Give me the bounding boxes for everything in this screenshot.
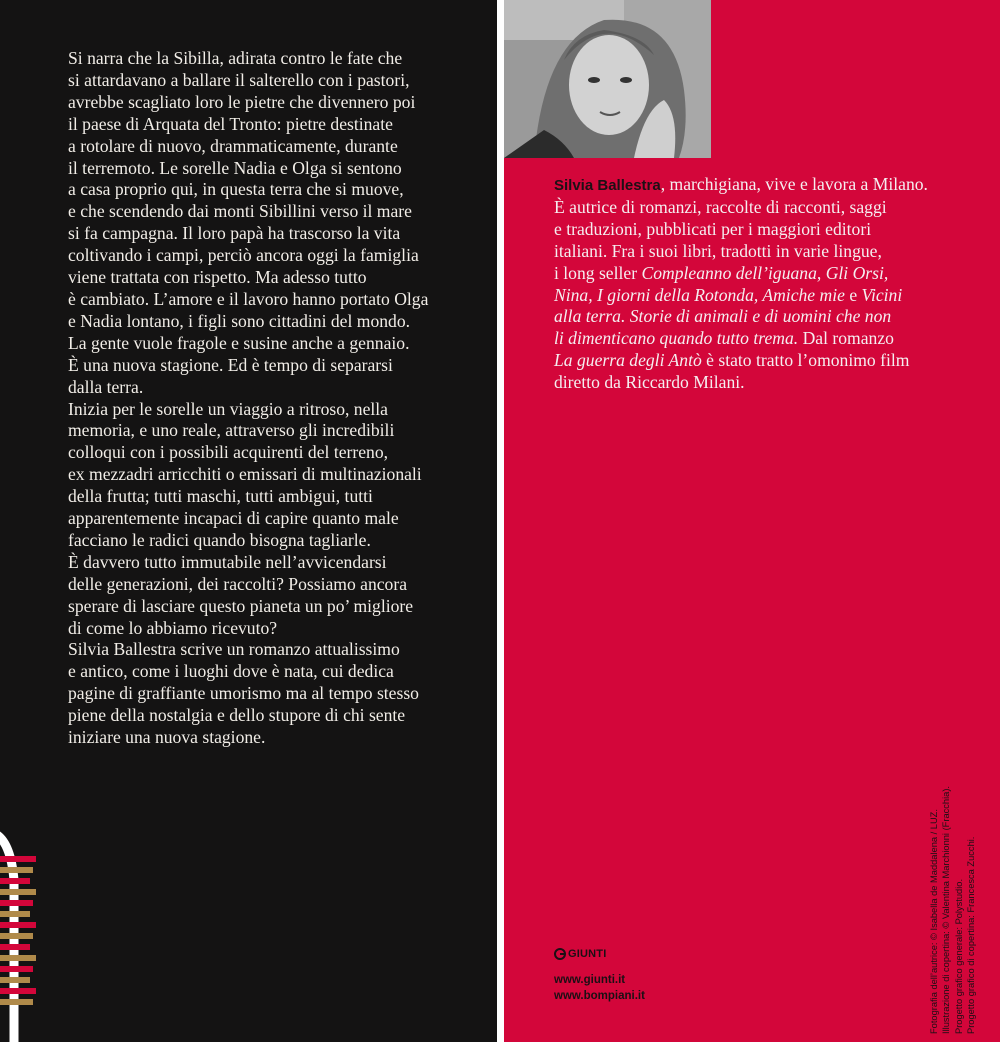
author-name: Silvia Ballestra — [554, 177, 661, 194]
motif-bar — [0, 889, 36, 895]
synopsis-line: apparentemente incapaci di capire quanto male — [68, 508, 399, 529]
publisher-websites — [554, 972, 645, 1004]
credit-line: Illustrazione di copertina: © Valentina Marchionni (Fracchia). — [941, 786, 952, 1034]
synopsis-line: sperare di lasciare questo pianeta un po’ migliore — [68, 595, 414, 616]
synopsis-line: a rotolare di nuovo, drammaticamente, durante — [68, 135, 398, 156]
motif-bar — [0, 944, 30, 950]
synopsis-line: a casa proprio qui, in questa terra che si muove, — [68, 179, 404, 200]
credits-block — [928, 784, 980, 1034]
motif-bar — [0, 988, 36, 994]
synopsis-line: è cambiato. L’amore e il lavoro hanno portato Olga — [68, 288, 429, 309]
motif-bar — [0, 911, 30, 917]
synopsis-text — [68, 48, 488, 749]
synopsis-line: Inizia per le sorelle un viaggio a ritroso, nella — [68, 398, 388, 419]
synopsis-line: di come lo abbiamo ricevuto? — [68, 617, 278, 638]
website-link: www.giunti.it — [554, 974, 626, 986]
synopsis-line: il terremoto. Le sorelle Nadia e Olga si sentono — [68, 157, 402, 178]
back-flap-right — [504, 0, 1000, 1042]
synopsis-line: della frutta; tutti maschi, tutti ambigui, tutti — [68, 486, 373, 507]
motif-bar — [0, 900, 33, 906]
synopsis-line: il paese di Arquata del Tronto: pietre destinate — [68, 113, 393, 134]
credit-line: Progetto grafico di copertina: Francesca Zucchi. — [966, 836, 977, 1034]
synopsis-line: ex mezzadri arricchiti o emissari di multinazionali — [68, 464, 422, 485]
author-photo — [504, 0, 711, 158]
synopsis-line: e antico, come i luoghi dove è nata, cui dedica — [68, 661, 394, 682]
motif-bar — [0, 933, 33, 939]
motif-bar — [0, 977, 30, 983]
synopsis-line: Si narra che la Sibilla, adirata contro le fate che — [68, 48, 403, 68]
motif-bar — [0, 878, 30, 884]
author-bio: Silvia Ballestra, marchigiana, vive e lavora a Milano. È autrice di romanzi, raccolte di racconti, saggi e traduzioni, pubblicati per i maggiori editori italiani. Fra i suoi libri, tradotti in varie lingue, i long seller Compleanno dell’iguana, Gli Orsi, Nina, I giorni della Rotonda, Amiche mie e Vicini alla terra. Storie di animali e di uomini che non li dimenticano quando tutto trema. Dal romanzo La guerra degli Antò è stato tratto l’omonimo film diretto da Riccardo Milani. — [554, 174, 928, 393]
synopsis-line: si fa campagna. Il loro papà ha trascorso la vita — [68, 223, 401, 244]
motif-bar — [0, 999, 33, 1005]
synopsis-line: delle generazioni, dei raccolti? Possiamo ancora — [68, 573, 408, 594]
synopsis-line: pagine di graffiante umorismo ma al tempo stesso — [68, 683, 419, 704]
motif-bar — [0, 856, 36, 862]
synopsis-line: viene trattata con rispetto. Ma adesso tutto — [68, 267, 367, 288]
motif-bar — [0, 966, 33, 972]
cover-art-motif — [0, 820, 60, 1042]
synopsis-line: dalla terra. — [68, 376, 144, 397]
synopsis-line: e che scendendo dai monti Sibillini verso il mare — [68, 201, 412, 222]
synopsis-line: iniziare una nuova stagione. — [68, 727, 266, 748]
website-link: www.bompiani.it — [554, 990, 645, 1002]
flap-fold — [497, 0, 504, 1042]
synopsis-line: avrebbe scagliato loro le pietre che divennero poi — [68, 91, 416, 112]
synopsis-line: Silvia Ballestra scrive un romanzo attualissimo — [68, 639, 400, 660]
synopsis-line: È davvero tutto immutabile nell’avvicendarsi — [68, 551, 387, 572]
motif-bar — [0, 955, 36, 961]
giunti-logo-icon — [554, 948, 566, 960]
synopsis-line: memoria, e uno reale, attraverso gli incredibili — [68, 420, 395, 441]
back-flap-left — [0, 0, 497, 1042]
synopsis-line: coltivando i campi, perciò ancora oggi la famiglia — [68, 245, 419, 266]
motif-bar — [0, 867, 33, 873]
credit-line: Fotografia dell’autrice: © Isabella de Maddalena / LUZ. — [929, 809, 939, 1034]
synopsis-line: È una nuova stagione. Ed è tempo di separarsi — [68, 354, 393, 375]
synopsis-line: e Nadia lontano, i figli sono cittadini del mondo. — [68, 310, 411, 331]
synopsis-line: colloqui con i possibili acquirenti del terreno, — [68, 442, 389, 463]
synopsis-line: facciano le radici quando bisogna tagliarle. — [68, 529, 371, 550]
credit-line: Progetto grafico generale: Polystudio. — [953, 878, 964, 1034]
synopsis-line: La gente vuole fragole e susine anche a gennaio. — [68, 332, 410, 353]
synopsis-line: piene della nostalgia e dello stupore di chi sente — [68, 705, 406, 726]
synopsis-line: si attardavano a ballare il salterello con i pastori, — [68, 69, 410, 90]
publisher-logo: GIUNTI — [554, 948, 606, 960]
motif-bar — [0, 922, 36, 928]
